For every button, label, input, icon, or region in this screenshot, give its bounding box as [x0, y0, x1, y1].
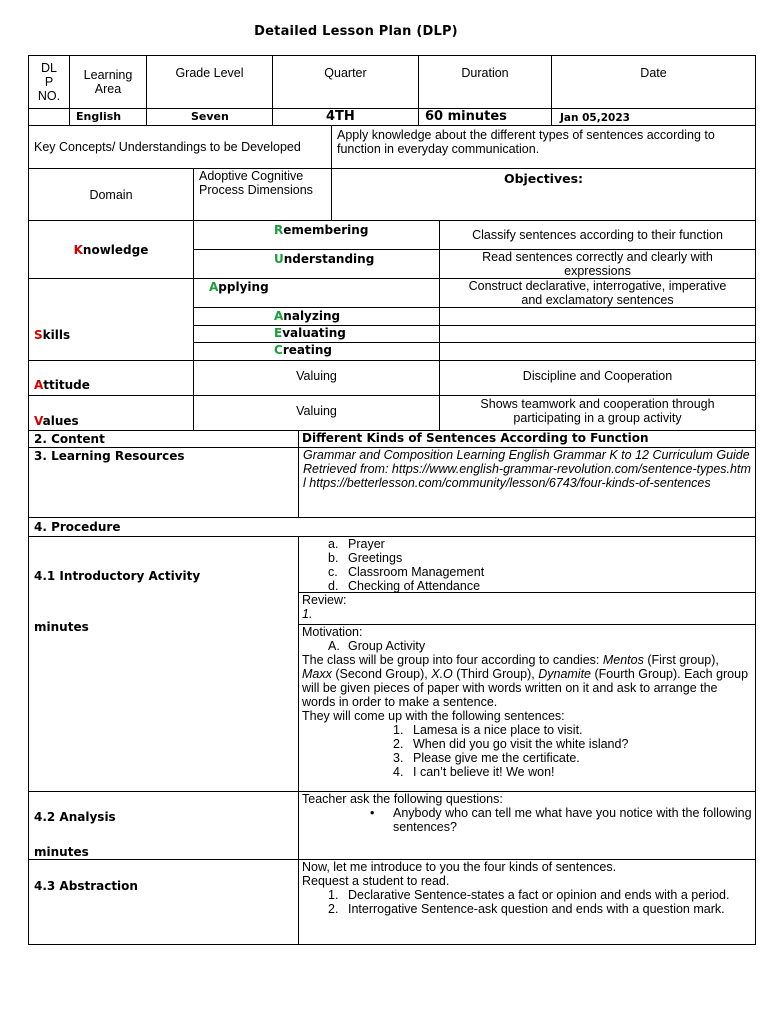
group-name: Maxx: [302, 667, 332, 681]
analysis-label-cell: [28, 791, 299, 860]
analyzing-dimension: [193, 307, 440, 326]
analyzing-rest: nalyzing: [283, 309, 341, 323]
values-objective: Shows teamwork and cooperation through participating in a group activity: [439, 395, 756, 431]
analyzing-initial: A: [274, 309, 284, 323]
review-item: 1.: [302, 607, 313, 621]
analysis-title: 4.2 Analysis: [34, 810, 116, 824]
understanding-initial: U: [274, 252, 284, 266]
motivation-label: Motivation:: [302, 625, 363, 639]
review-cell: [298, 592, 756, 625]
sentence-marker: 4.: [393, 765, 404, 779]
domain-label: Domain: [28, 168, 194, 221]
sentence-item: [302, 737, 752, 751]
sentence-item: [302, 723, 752, 737]
applying-rest: pplying: [218, 280, 269, 294]
values-dimension: Valuing: [193, 395, 440, 431]
knowledge-domain: [28, 220, 194, 279]
group-name: X.O: [431, 667, 453, 681]
skills-initial: S: [34, 328, 43, 342]
abstraction-label: 4.3 Abstraction: [28, 859, 299, 945]
learning-area-header-text: Learning Area: [83, 68, 133, 96]
learning-area-value: English: [69, 108, 147, 126]
attitude-rest: ttitude: [43, 378, 90, 392]
quarter-value: 4TH: [272, 108, 419, 126]
abstraction-marker: 1.: [328, 888, 339, 902]
evaluating-dimension: [193, 325, 440, 343]
review-label: Review:: [302, 593, 347, 607]
grade-level-header: [146, 55, 273, 109]
duration-value: 60 minutes: [418, 108, 552, 126]
bullet-marker: •: [370, 806, 375, 820]
analysis-question-item: [302, 806, 752, 834]
routine-item: [302, 579, 752, 593]
group-activity-marker: A.: [328, 639, 340, 653]
grade-level-value: Seven: [146, 108, 273, 126]
attitude-dimension: Valuing: [193, 360, 440, 396]
procedure-label: 4. Procedure: [28, 517, 756, 537]
routine-text: Prayer: [348, 537, 385, 551]
routine-marker: c.: [328, 565, 338, 579]
intro-activity-title: 4.1 Introductory Activity: [34, 569, 201, 583]
abstraction-marker: 2.: [328, 902, 339, 916]
sentence-item: [302, 765, 752, 779]
remembering-objective: Classify sentences according to their function: [439, 220, 756, 250]
routine-marker: b.: [328, 551, 339, 565]
sentence-marker: 2.: [393, 737, 404, 751]
abstraction-intro: Now, let me introduce to you the four kinds of sentences.: [302, 860, 617, 874]
analysis-content: [298, 791, 756, 860]
resources-text: Grammar and Composition Learning English Grammar K to 12 Curriculum Guide Retrieved from: https://www.english-grammar-revolution.com/sentence-types.html https://betterlesson.com/community/lesson/6743/four-kinds-of-sentences: [298, 447, 756, 518]
routine-marker: d.: [328, 579, 339, 593]
attitude-domain: [28, 360, 194, 396]
routine-marker: a.: [328, 537, 339, 551]
key-concepts-text: Apply knowledge about the different types of sentences according to function in everyday communication.: [331, 125, 756, 169]
applying-objective: Construct declarative, interrogative, imperative and exclamatory sentences: [439, 278, 756, 308]
abstraction-item: [302, 888, 752, 902]
come-up-text: They will come up with the following sentences:: [302, 709, 565, 723]
sentence-item: [302, 751, 752, 765]
sentence-text: I can’t believe it! We won!: [413, 765, 555, 779]
sentence-marker: 1.: [393, 723, 404, 737]
analysis-intro: Teacher ask the following questions:: [302, 792, 503, 806]
group-text: (First group),: [643, 653, 719, 667]
routine-item: [302, 565, 752, 579]
objectives-label: Objectives:: [331, 168, 756, 221]
group-name: Mentos: [602, 653, 644, 667]
understanding-rest: nderstanding: [283, 252, 375, 266]
date-header: [551, 55, 756, 109]
resources-label: 3. Learning Resources: [28, 447, 299, 518]
intro-activity-minutes: minutes: [34, 620, 89, 634]
abstraction-request: Request a student to read.: [302, 874, 450, 888]
applying-initial: A: [209, 280, 219, 294]
skills-domain: [28, 278, 194, 361]
understanding-objective: Read sentences correctly and clearly with expressions: [439, 249, 756, 279]
content-text: Different Kinds of Sentences According to Function: [298, 430, 756, 448]
remembering-dimension: [193, 220, 440, 250]
remembering-initial: R: [274, 223, 284, 237]
group-text: (Third Group),: [452, 667, 539, 681]
sentence-text: Please give me the certificate.: [413, 751, 580, 765]
sentence-text: Lamesa is a nice place to visit.: [413, 723, 583, 737]
routine-text: Checking of Attendance: [348, 579, 481, 593]
date-value: Jan 05,2023: [551, 108, 756, 126]
routine-item: [302, 537, 752, 551]
dlp-no-value: [28, 108, 70, 126]
routine-item: [302, 551, 752, 565]
group-text: (Second Group),: [331, 667, 432, 681]
abstraction-content: [298, 859, 756, 945]
key-concepts-label: Key Concepts/ Understandings to be Developed: [28, 125, 332, 169]
analyzing-objective: [439, 307, 756, 326]
grade-level-header-text: Grade Level: [175, 66, 244, 80]
abstraction-text: Interrogative Sentence-ask question and ends with a question mark.: [348, 902, 725, 916]
skills-rest: kills: [42, 328, 71, 342]
intro-activity-label: [28, 536, 299, 792]
motivation-cell: [298, 624, 756, 792]
intro-routine-cell: [298, 536, 756, 593]
quarter-header: [272, 55, 419, 109]
analysis-minutes: minutes: [34, 845, 89, 859]
group-description: [302, 653, 752, 709]
dlp-no-part: P: [44, 75, 54, 89]
attitude-initial: A: [34, 378, 44, 392]
evaluating-initial: E: [274, 326, 283, 340]
remembering-rest: emembering: [283, 223, 369, 237]
values-rest: alues: [42, 414, 79, 428]
creating-initial: C: [274, 343, 283, 357]
knowledge-initial: K: [73, 242, 83, 257]
values-domain: [28, 395, 194, 431]
document-title: Detailed Lesson Plan (DLP): [254, 24, 458, 39]
duration-header-text: Duration: [461, 66, 509, 80]
routine-text: Classroom Management: [348, 565, 485, 579]
attitude-objective: Discipline and Cooperation: [439, 360, 756, 396]
quarter-header-text: Quarter: [324, 66, 367, 80]
routine-text: Greetings: [348, 551, 403, 565]
learning-area-header: [69, 55, 147, 109]
sentence-marker: 3.: [393, 751, 404, 765]
dlp-no-part: NO.: [37, 89, 61, 103]
evaluating-objective: [439, 325, 756, 343]
analysis-question: Anybody who can tell me what have you notice with the following sentences?: [393, 806, 752, 834]
creating-objective: [439, 342, 756, 361]
abstraction-item: [302, 902, 752, 916]
group-text: (Fourth Group). Each group will be given pieces of paper with words written on it and ask to arrange the words in order to make a sentence.: [302, 667, 749, 709]
abstraction-text: Declarative Sentence-states a fact or opinion and ends with a period.: [348, 888, 730, 902]
understanding-dimension: [193, 249, 440, 279]
content-label: 2. Content: [28, 430, 299, 448]
group-activity-item: [302, 639, 752, 653]
applying-dimension: [193, 278, 440, 308]
creating-rest: reating: [282, 343, 332, 357]
knowledge-rest: nowledge: [82, 242, 149, 257]
sentence-text: When did you go visit the white island?: [413, 737, 629, 751]
values-initial: V: [34, 414, 43, 428]
dlp-no-header: [28, 55, 70, 109]
date-header-text: Date: [640, 66, 667, 80]
creating-dimension: [193, 342, 440, 361]
group-activity-text: Group Activity: [348, 639, 426, 653]
duration-header: [418, 55, 552, 109]
group-text: The class will be group into four according to candies:: [302, 653, 603, 667]
cognitive-dimensions-label: Adoptive Cognitive Process Dimensions: [193, 168, 332, 221]
evaluating-rest: valuating: [282, 326, 346, 340]
group-name: Dynamite: [538, 667, 592, 681]
dlp-no-part: DL: [41, 61, 57, 75]
